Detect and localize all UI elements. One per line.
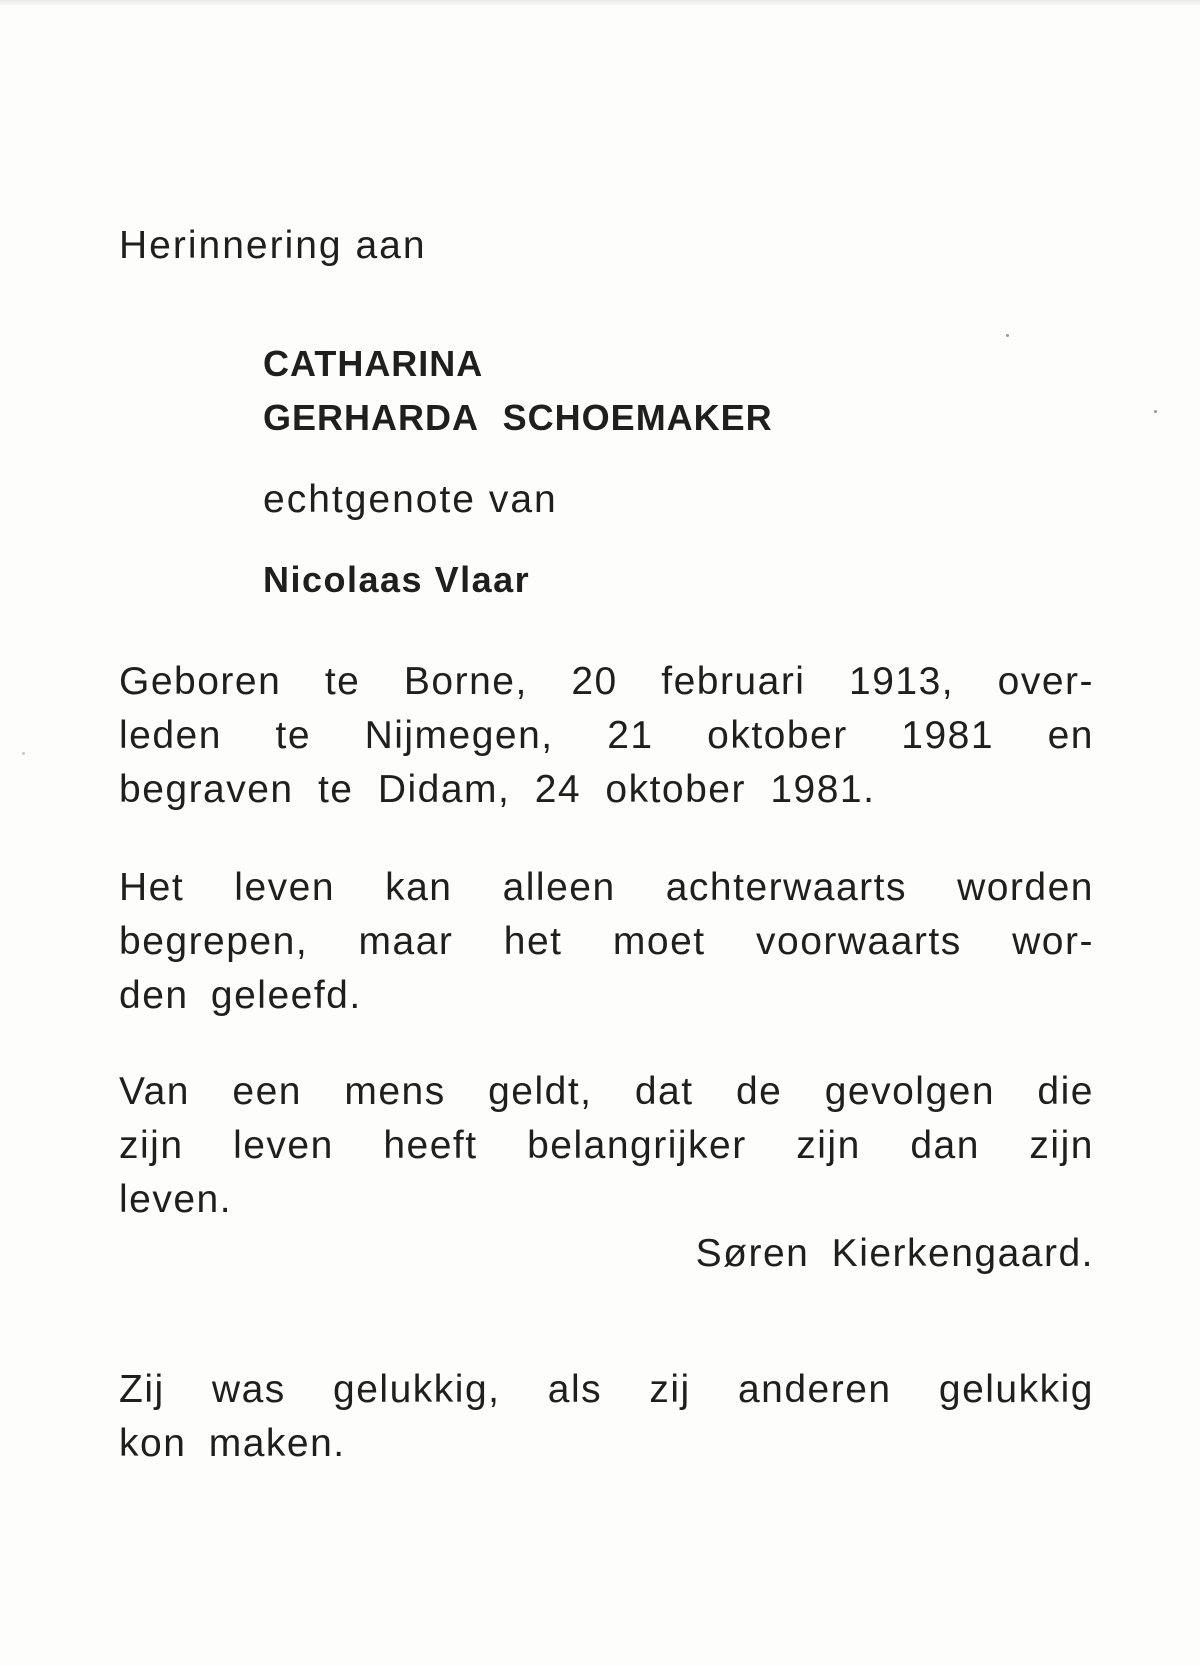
spouse-intro-text: echtgenote van	[263, 478, 558, 521]
quote-1-line-3: den geleefd.	[119, 974, 362, 1017]
word: gevolgen	[824, 1070, 996, 1113]
word: voorwaarts	[756, 920, 962, 963]
word: mens	[344, 1070, 446, 1113]
word: als	[547, 1368, 603, 1411]
word: 21	[607, 714, 654, 757]
word: anderen	[737, 1368, 892, 1411]
quote-2-author: Søren Kierkengaard.	[695, 1232, 1094, 1275]
word: zijn	[1029, 1124, 1094, 1167]
quote-1-line-1	[119, 868, 1094, 907]
word: Geboren	[119, 660, 282, 703]
word: Het	[119, 866, 185, 909]
word: dan	[910, 1124, 980, 1167]
word: oktober	[707, 714, 848, 757]
word: 1981	[901, 714, 995, 757]
word: dat	[634, 1070, 694, 1113]
paper-speck	[22, 752, 25, 755]
word: begrepen,	[119, 920, 309, 963]
word: achterwaarts	[665, 866, 907, 909]
word: zijn	[796, 1124, 861, 1167]
word: Zij	[119, 1368, 165, 1411]
word: het	[503, 920, 563, 963]
word: leven	[233, 1124, 334, 1167]
word: februari	[661, 660, 806, 703]
deceased-first-name: CATHARINA	[263, 343, 484, 384]
closing-line-2: kon maken.	[119, 1422, 346, 1465]
word: worden	[957, 866, 1094, 909]
quote-2-line-1	[119, 1072, 1094, 1111]
paper-speck	[1154, 410, 1157, 413]
life-dates-line-3: begraven te Didam, 24 oktober 1981.	[119, 768, 876, 811]
word: maar	[358, 920, 454, 963]
closing-line-1	[119, 1370, 1094, 1409]
spouse-name: Nicolaas Vlaar	[263, 559, 531, 600]
word: over-	[997, 660, 1094, 703]
life-dates-line-1	[119, 662, 1094, 701]
word: heeft	[383, 1124, 478, 1167]
quote-1-line-2	[119, 922, 1094, 961]
card-top-edge	[0, 0, 1200, 6]
word: geldt,	[488, 1070, 593, 1113]
word: de	[735, 1070, 783, 1113]
word: zij	[649, 1368, 691, 1411]
word: te	[275, 714, 312, 757]
word: die	[1037, 1070, 1094, 1113]
word: zijn	[119, 1124, 184, 1167]
word: te	[324, 660, 361, 703]
word: 1913,	[849, 660, 955, 703]
word: Van	[119, 1070, 190, 1113]
word: moet	[612, 920, 706, 963]
word: een	[232, 1070, 302, 1113]
word: Borne,	[403, 660, 528, 703]
paper-speck	[1006, 334, 1009, 337]
quote-2-line-2	[119, 1126, 1094, 1165]
quote-2-line-3: leven.	[119, 1178, 233, 1221]
word: gelukkig,	[333, 1368, 501, 1411]
word: leden	[119, 714, 222, 757]
word: alleen	[502, 866, 616, 909]
word: gelukkig	[938, 1368, 1094, 1411]
word: was	[211, 1368, 286, 1411]
word: wor-	[1012, 920, 1094, 963]
deceased-full-name: GERHARDA SCHOEMAKER	[263, 397, 773, 438]
word: 20	[571, 660, 618, 703]
word: Nijmegen,	[364, 714, 554, 757]
word: kan	[385, 866, 453, 909]
word: belangrijker	[527, 1124, 747, 1167]
life-dates-line-2	[119, 716, 1094, 755]
intro-text: Herinnering aan	[119, 224, 427, 267]
word: en	[1047, 714, 1094, 757]
word: leven	[234, 866, 336, 909]
